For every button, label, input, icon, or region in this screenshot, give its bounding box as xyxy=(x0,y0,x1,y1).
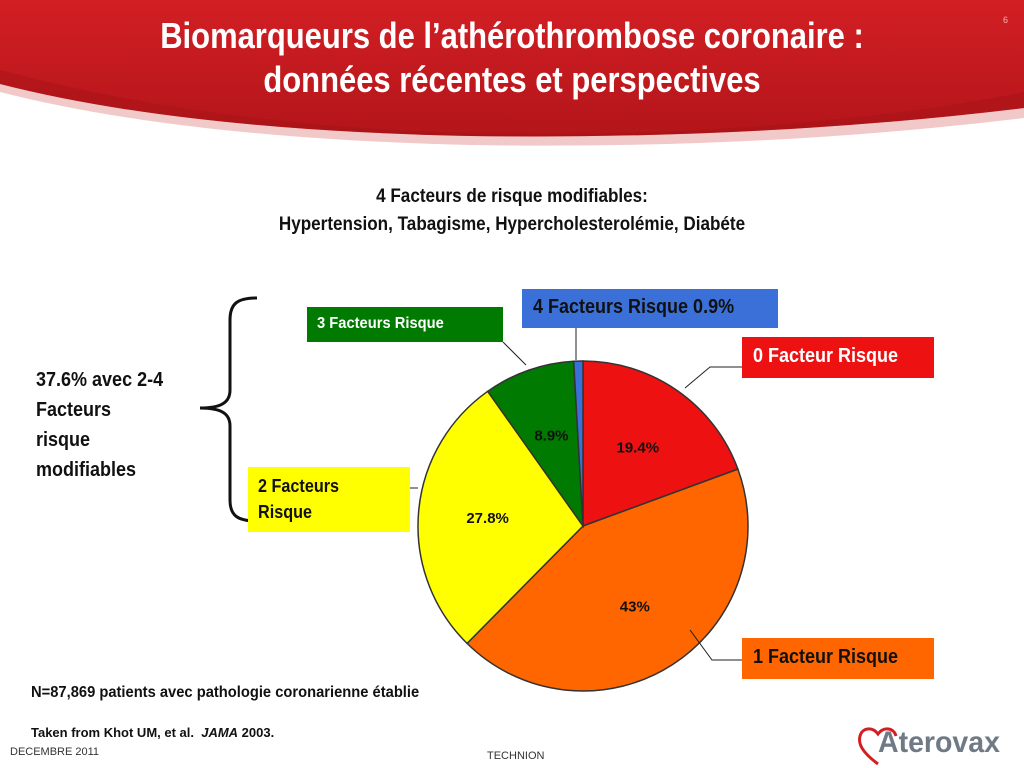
source-prefix: Taken from Khot UM, et al. xyxy=(31,725,202,740)
bracket-note-line-4: modifiables xyxy=(36,459,137,481)
bracket-note-line-2: Facteurs xyxy=(36,399,112,421)
bracket-note xyxy=(36,365,163,485)
leader-line-zero xyxy=(685,367,742,388)
callout-2-factors-line-2: Risque xyxy=(258,502,313,522)
leader-line-three xyxy=(503,342,526,365)
bracket-note-line-1: 37.6% avec 2-4 xyxy=(36,369,164,391)
subtitle-line-1: 4 Facteurs de risque modifiables: xyxy=(376,186,648,207)
sample-size-note: N=87,869 patients avec pathologie coronarienne établie xyxy=(31,684,420,701)
logo-text: Aterovax xyxy=(878,726,1000,759)
footer-date: DECEMBRE 2011 xyxy=(10,746,100,758)
callout-1-factor-text: 1 Facteur Risque xyxy=(753,646,899,668)
pie-data-label-1: 43% xyxy=(619,598,650,616)
callout-1-factor xyxy=(742,638,934,679)
pie-data-label-2: 27.8% xyxy=(466,510,509,528)
callout-0-factor xyxy=(742,337,934,378)
footer-organization: TECHNION xyxy=(487,750,545,762)
callout-2-factors-line-1: 2 Facteurs xyxy=(258,476,340,496)
source-suffix: 2003. xyxy=(238,725,275,740)
title-line-2: données récentes et perspectives xyxy=(263,59,761,100)
pie-data-label-0: 19.4% xyxy=(616,439,660,457)
callout-4-factors xyxy=(522,289,778,328)
pie-data-label-3: 8.9% xyxy=(534,427,569,445)
title-line-1: Biomarqueurs de l’athérothrombose coronaire : xyxy=(160,15,864,56)
slide-number: 6 xyxy=(1003,15,1009,25)
bracket-note-line-3: risque xyxy=(36,429,91,451)
callout-2-factors xyxy=(248,467,410,532)
callout-3-factors xyxy=(307,307,503,342)
source-citation xyxy=(31,725,274,740)
callout-4-factors-text: 4 Facteurs Risque 0.9% xyxy=(533,296,735,318)
subtitle-line-2: Hypertension, Tabagisme, Hypercholesterolémie, Diabéte xyxy=(278,214,746,235)
source-journal: JAMA xyxy=(201,725,239,740)
callout-3-factors-text: 3 Facteurs Risque xyxy=(317,315,444,332)
callout-0-factor-text: 0 Facteur Risque xyxy=(753,345,899,367)
